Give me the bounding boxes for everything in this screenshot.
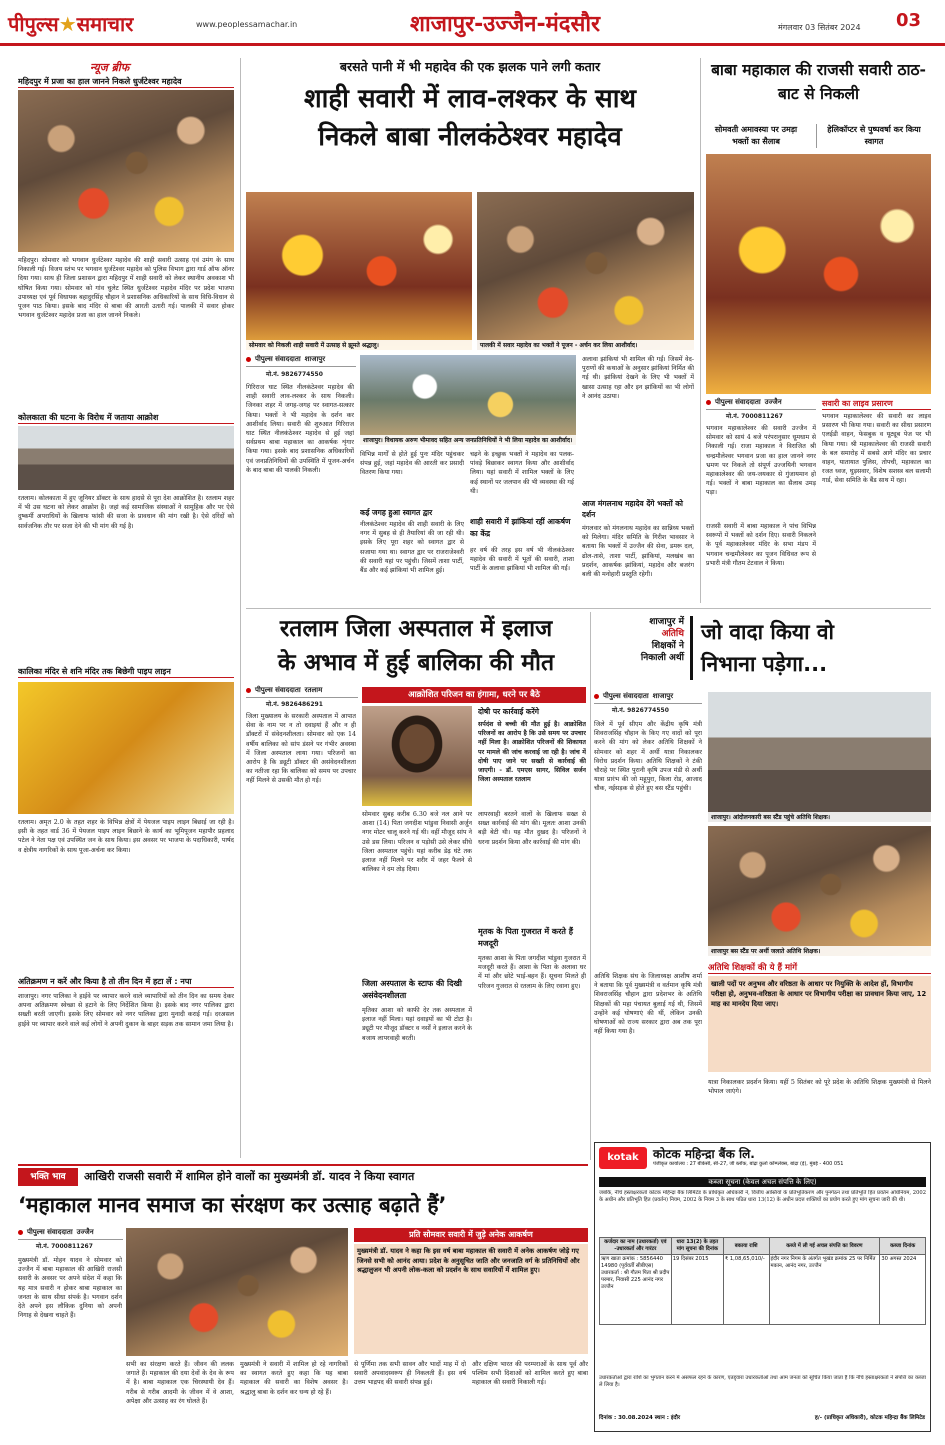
table-row	[600, 1255, 926, 1325]
byline-text: पीपुल्स संवाददाता	[255, 686, 301, 694]
byline-place: शाजापुर	[652, 692, 674, 700]
top-col-2-text: विभिन्न मार्गों से होते हुई पुनः मंदिर पहुंचकर संपन्न हुई, जहां महादेव की आरती कर प्रसादी वितरण किया गया।	[360, 451, 464, 477]
teachers-tag-line-1: शाजापुर में	[649, 617, 684, 627]
cm-mobile: मो.नं. 7000811267	[36, 1243, 93, 1250]
ratlam-tag-2: दोषी पर कार्रवाई करेंगे	[478, 707, 539, 716]
top-col-4-subhead: आज मंगलनाथ महादेव देंगे भक्तों को दर्शन	[582, 499, 683, 519]
cm-col-3-text: मुख्यमंत्री ने सवारी में शामिल हो रहे नागरिकों का स्वागत करते हुए कहा कि यह बाबा महाकाल की सवारी का विशेष अवसर है। श्रद्धालु बाबा के दर्शन कर धन्य हो रहे हैं।	[240, 1361, 348, 1396]
top-col-3-subhead: शाही सवारी में झांकियां रहीं आकर्षण का केंद्र	[470, 517, 571, 538]
news-brief-tag: न्यूज ब्रीफ	[90, 61, 130, 74]
teachers-headline	[690, 616, 931, 680]
ratlam-headline	[246, 612, 586, 680]
teachers-headline-line-2: निभाना पड़ेगा...	[701, 652, 828, 676]
teachers-photo-2	[708, 826, 931, 956]
teachers-story	[594, 612, 931, 1142]
teachers-demand-title: अतिथि शिक्षकों की ये हैं मांगें	[708, 962, 931, 974]
website-url[interactable]: www.peoplessamachar.in	[196, 20, 298, 29]
top-photo-2-caption: पालकी में सवार महादेव का भक्तों ने पूजन - अर्चन कर लिया आशीर्वाद।	[477, 340, 694, 350]
brief-1-photo	[18, 90, 234, 252]
byline-dot-icon	[246, 357, 251, 362]
kotak-th-2: धारा 13(2) के तहत मांग सूचना की दिनांक	[671, 1238, 723, 1255]
ratlam-mobile: मो.नं. 9826486291	[266, 701, 323, 708]
divider-bottom	[18, 1164, 588, 1166]
byline-dot-icon	[706, 400, 711, 405]
cm-col-5-text: और दक्षिण भारत की परम्पराओं के साथ पूर्व और पश्चिम सभी दिशाओं को शामिल करते हुए बाबा महाकाल की सवारी निकाली गई।	[472, 1361, 588, 1387]
kotak-cell-property: इंदौर नगर निगम के अंतर्गत भूखंड क्रमांक 25 पर निर्मित मकान, आनंद नगर, उज्जैन	[769, 1255, 880, 1325]
ratlam-quote: सर्पदंश से बच्ची की मौत हुई है। आक्रोशित परिजनों का आरोप है कि उसे समय पर उपचार नहीं मिला है। आक्रोशित परिजनों की शिकायत पर मामले की जांच करवाई जा रही है। जांच में दोषी पाए जाने पर सख्ती से कार्रवाई की जाएगी। - डॉ. एमएस सागर, सिविल सर्जन जिला अस्पताल रतलाम	[478, 721, 586, 784]
kotak-table	[599, 1237, 926, 1325]
ratlam-col-1-text: जिला मुख्यालय के सरकारी अस्पताल में आपात सेवा के नाम पर न तो दवाइयां हैं और न ही डॉक्टरों में संवेदनशीलता। सोमवार को एक 14 वर्षीय बालिका को सांप डंसने पर गंभीर अवस्था में जिला अस्पताल लाया गया। परिजनों का आरोप है कि ड्यूटी डॉक्टर की असंवेदनशीलता का नतीजा रहा कि बालिका को समय पर उपचार नहीं मिलने से उसकी मौत हो गई।	[246, 713, 356, 785]
brief-2-text: रतलाम। कोलकाता में हुए जूनियर डॉक्टर के साथ हादसे से पूरा देश आक्रोशित है। रतलाम शहर में भी उस घटना को लेकर आक्रोश है। जहां कई सामाजिक संस्थाओं ने सामूहिक और पर ऐसे दुष्कर्मी अपराधियों के खिलाफ फांसी की सजा के प्रावधान की मांग रखी है। ऐसे दरिंदों को सार्वजनिक तौर पर सजा देने की भी मांग की गई है।	[18, 495, 234, 530]
teachers-headline-line-1: जो वादा किया वो	[701, 620, 834, 644]
teachers-byline	[594, 692, 702, 704]
teachers-photo-2-caption: शाजापुर बस स्टैंड पर अर्थी जलाते अतिथि शिक्षक।	[708, 946, 931, 956]
mahakal-story	[706, 58, 931, 603]
byline-dot-icon	[594, 694, 599, 699]
logo-text: पीपुल्स	[8, 12, 59, 36]
brief-2-photo	[18, 426, 234, 490]
live-broadcast-title: सवारी का लाइव प्रसारण	[822, 398, 931, 410]
top-story-headline	[246, 80, 694, 156]
teachers-tag-line-2: अतिथि	[661, 629, 684, 639]
mahakal-text-1: भगवान महाकालेश्वर की सवारी उज्जैन में सोमवार को सायं 4 बजे परंपरानुसार धूमधाम से निकाली गई। राजा महाकाल ने विराजित श्री चन्द्रमौलेश्वर भगवान प्रजा का हाल जानने नगर भ्रमण पर निकले तो संपूर्ण उज्जयिनी भगवान महाकालेश्वर की जय-जयकार से गुंजायमान हो गई। भक्तों ने बाबा महाकाल का सैलाब उमड़ पड़ा।	[706, 425, 816, 497]
top-photo-2	[477, 192, 694, 350]
byline-text: पीपुल्स संवाददाता	[603, 692, 649, 700]
teachers-tag-line-4: निकाली अर्थी	[640, 653, 684, 663]
cm-headline: ‘महाकाल मानव समाज का संरक्षण कर उत्साह बढ़ाते हैं’	[18, 1193, 447, 1217]
ratlam-story	[246, 612, 586, 1160]
brief-2-title: कोलकाता की घटना के विरोध में जताया आक्रोश	[18, 412, 234, 424]
cm-col-2-text: सभी का संरक्षण करते हैं। जीवन की ललक जगाते हैं। महाकाल की दया देवों के देव के रूप में है। बाबा महाकाल एक चिरस्थायी देव हैं। गरीब से गरीब आदमी के जीवन में वे आशा, अपेक्षा और उत्साह का रंग घोलते हैं।	[126, 1361, 234, 1405]
girl-portrait-photo	[362, 706, 472, 806]
cm-photo	[126, 1228, 348, 1356]
kotak-address: पंजीकृत कार्यालय : 27 बीकेसी, सी-27, जी ब्लॉक, बांद्रा कुर्ला कॉम्प्लेक्स, बांद्रा (ई), मुंबई - 400 051	[653, 1161, 844, 1167]
kotak-cell-amount: ₹ 1,08,65,010/-	[723, 1255, 769, 1325]
top-photo-3	[360, 355, 576, 445]
divider-mid	[246, 608, 931, 609]
ratlam-col-2-text: सोमवार सुबह करीब 6.30 बजे नल आने पर आशा (14) पिता जगदीश भांडुवा निवासी अर्जुन नगर मोटर चालू करने गई थी। वहीं मौजूद सांप ने उसे डस लिया। परिजन व पड़ोसी उसे लेकर सीधे जिला अस्पताल पहुंचे। यहां करीब डेढ़ घंटे तक इलाज नहीं मिलने पर शरीर में जहर फैलने से बालिका ने दम तोड़ दिया।	[362, 811, 472, 874]
top-col-3-text: चढ़ने के इच्छुक भक्तों ने महादेव का पलक-पांवड़े बिछाकर स्वागत किया और आशीर्वाद लिया। यहां सवारी में शामिल भक्तों के लिए कई स्थानों पर जलपान की भी व्यवस्था की गई थी।	[470, 451, 574, 495]
byline-place: उज्जैन	[764, 398, 782, 406]
cm-kicker: आखिरी राजसी सवारी में शामिल होने वालों का मुख्यमंत्री डॉ. यादव ने किया स्वागत	[84, 1170, 415, 1183]
cm-col-4-text: से पूर्णिमा तक सभी सावन और भादों माह में दो सवारी अपवादस्वरूप ही निकलती हैं। इस वर्ष उत्तम भाद्रपद की सवारी संपन्न हुई।	[354, 1361, 466, 1387]
kotak-th-1: कर्जदार का नाम (उधारकर्ता) एवं -उधारकर्ता और गारंटर	[600, 1238, 672, 1255]
kotak-signature: ह/- (प्राधिकृत अधिकारी), कोटक महिन्द्रा बैंक लिमिटेड	[814, 1415, 925, 1421]
byline-text: पीपुल्स संवाददाता	[27, 1228, 73, 1236]
kotak-th-4: कब्जे में ली गई अचल संपत्ति का विवरण	[769, 1238, 880, 1255]
teachers-photo-1	[708, 692, 931, 822]
divider-right	[700, 58, 701, 603]
top-story	[246, 58, 694, 603]
divider-mid-2	[590, 612, 591, 1160]
logo-text-2: समाचार	[76, 12, 134, 36]
mahakal-subhead-1: सोमवती अमावस्या पर उमड़ा भक्तों का सैलाब	[714, 125, 798, 146]
cm-story	[18, 1168, 588, 1440]
byline-dot-icon	[18, 1230, 23, 1235]
top-byline	[246, 355, 356, 367]
kotak-th-5: कब्जा दिनांक	[880, 1238, 926, 1255]
mahakal-photo	[706, 154, 931, 394]
cm-tag: भक्ति भाव	[18, 1168, 78, 1186]
top-col-4-text: अलावा झांकियां भी शामिल की गईं। जिसमें वेद-पुराणों की कथाओं के अनुसार झांकियां निर्मित की गई थी। झांकियां देखने के लिए भी भक्तों में खासा उत्साह रहा और इन झांकियों का भी लोगों ने आनंद उठाया।	[582, 356, 694, 400]
cm-side-text: मुख्यमंत्री डॉ. यादव ने कहा कि इस वर्ष बाबा महाकाल की सवारी में अनेक आकर्षण जोड़े गए जिनसे सभी को आनंद आया। प्रदेश के अनुसूचित जाति और जनजाति वर्ग के प्रतिनिधियों और श्रद्धालुजन भी अपनी लोक-कला को प्रदर्शन के साथ सवारियों में शामिल हुए।	[354, 1244, 588, 1354]
kotak-footer-text: उधारकर्ताओं द्वारा राशि का भुगतान करने में असफल रहने के कारण, एतद्द्वारा उधारकर्ताओं तथा आम जनता को सूचित किया जाता है कि नीचे हस्ताक्षरकर्ता ने संपत्ति का कब्जा ले लिया है।	[599, 1375, 926, 1389]
ratlam-col-2-text-2: मृतिका आशा को काफी देर तक अस्पताल में इलाज नहीं मिला। यहां दवाइयों का भी टोटा है। ड्यूटी पर मौजूद डॉक्टर व नर्सों ने इलाज करने के बजाय लापरवाही बरती।	[362, 1007, 472, 1042]
teachers-foot-text: यात्रा निकालकर प्रदर्शन किया। यहीं 5 सितंबर को पूरे प्रदेश के अतिथि शिक्षक मुख्यमंत्री से मिलने भोपाल जाएंगे।	[708, 1079, 931, 1096]
kotak-logo	[599, 1147, 647, 1169]
top-photo-1-caption: सोमवार को निकली शाही सवारी में उत्साह से झूमते श्रद्धालु।	[246, 340, 472, 350]
mahakal-byline	[706, 398, 816, 410]
teachers-col-2-text: अतिथि शिक्षक संघ के जिलाध्यक्ष आशीष शर्मा ने बताया कि पूर्व मुख्यमंत्री व वर्तमान कृषि मंत्री शिवराजसिंह चौहान द्वारा प्रदेशभर के अतिथि शिक्षकों की महा पंचायत बुलाई गई थी, जिसमें उन्होंने कई घोषणाएं की थीं, लेकिन उनकी घोषणाओं को राज्य सरकार द्वारा अब तक पूरा नहीं किया गया है।	[594, 973, 702, 1036]
byline-dot-icon	[246, 688, 251, 693]
teachers-tag-line-3: शिक्षकों ने	[651, 641, 684, 651]
teachers-photo-1-caption: शाजापुर। आंदोलनकारी बस स्टैंड पहुंचे अतिथि शिक्षक।	[708, 812, 931, 822]
ratlam-tag: आक्रोशित परिजन का हंगामा, धरने पर बैठे	[362, 687, 586, 703]
kotak-th-3: बकाया राशि	[723, 1238, 769, 1255]
top-col-2-subhead: कई जगह हुआ स्वागत द्वार	[360, 508, 433, 517]
kotak-body: जबकि, नीचे हस्ताक्षरकर्ता कोटक महिन्द्रा बैंक लिमिटेड के प्राधिकृत अधिकारी ने, वित्तीय आस्तियों के प्रतिभूतिकरण और पुनर्गठन तथा प्रतिभूति हित प्रवर्तन अधिनियम, 2002 के अधीन और प्रतिभूति हित (प्रवर्तन) नियम, 2002 के नियम 3 के साथ पठित धारा 13(12) के अधीन प्रदत्त शक्तियों का प्रयोग करते हुए मांग सूचना जारी की थी।	[599, 1190, 926, 1204]
teachers-col-1-text: जिले में पूर्व सीएम और केंद्रीय कृषि मंत्री शिवराजसिंह चौहान के किए गए वादों को पूरा करने की मांग को लेकर अतिथि शिक्षकों ने सोमवार को शहर में अर्थी यात्रा निकालकर विरोध प्रदर्शन किया। अतिथि शिक्षकों ने टंकी चौराहे पर स्थित पुरानी कृषि उपज मंडी से अर्थी यात्रा प्रारंभ की जो महूपुरा, किला रोड, आजाद चौक, नईसड़क से होते हुए बस स्टैंड पहुंची।	[594, 721, 702, 793]
cm-col-1-text: मुख्यमंत्री डॉ. मोहन यादव ने सोमवार को उज्जैन में बाबा महाकाल की आखिरी राजसी सवारी के अवसर पर अपने संदेश में कहा कि यह मात्र सवारी न होकर बाबा महाकाल का जनता के साथ सीधा संपर्क है। भगवान दर्शन देते अपने इस लौकिक दुनिया को अपनी निगाह से देखना चाहते हैं।	[18, 1257, 122, 1320]
top-col-4-text-2: मंगलवार को मंगलनाथ महादेव का सान्निध्य भक्तों को मिलेगा। मंदिर समिति के गिरीश भावसार ने बताया कि भक्तों में उज्जैन की सेना, डमरू दल, ढोल-तासे, ताशा पार्टी, झांकियां, मलखंब का प्रदर्शन, आकर्षक झांकियां, महादेव और बजरंग बली की मनोहारी प्रस्तुति रहेगी।	[582, 525, 694, 579]
kotak-notice-title: कब्जा सूचना (केवल अचल संपत्ति के लिए)	[599, 1177, 926, 1187]
edition-title: शाजापुर-उज्जैन-मंदसौर	[410, 12, 601, 37]
ratlam-byline	[246, 686, 358, 698]
teachers-demand-text: खाली पदों पर अनुभव और वरिष्ठता के आधार पर नियुक्ति के आदेश हों, विभागीय परीक्षा हो, अनुभव-वरिष्ठता के आधार पर विभागीय परीक्षा का प्रावधान किया जाए, 12 माह का मानदेय दिया जाए।	[708, 976, 931, 1072]
kotak-table-header	[600, 1238, 926, 1255]
byline-place: उज्जैन	[76, 1228, 94, 1236]
kotak-date-place: दिनांक : 30.08.2024 स्थान : इंदौर	[599, 1415, 681, 1421]
cm-side-title: प्रति सोमवार सवारी में जुड़े अनेक आकर्षण	[354, 1228, 588, 1242]
ratlam-headline-line-1: रतलाम जिला अस्पताल में इलाज	[279, 616, 553, 642]
brief-3-title: कालिका मंदिर से शनि मंदिर तक बिछेगी पाइप लाइन	[18, 666, 234, 678]
brief-4-title: अतिक्रमण न करें और किया है तो तीन दिन में हटा लें : नपा	[18, 976, 234, 988]
byline-place: शाजापुर	[304, 355, 326, 363]
byline-place: रतलाम	[304, 686, 323, 694]
ratlam-col-3-subhead: मृतक के पिता गुजरात में करते हैं मजदूरी	[478, 927, 573, 948]
top-col-3-text-2: हर वर्ष की तरह इस वर्ष भी नीलकंठेश्वर महादेव की सवारी में भूतों की सवारी, ताशा पार्टी के अलावा झांकियां भी शामिल की गईं।	[470, 547, 574, 573]
top-col-1-text: गिरिराज घाट स्थित नीलकंठेश्वर महादेव की शाही सवारी लाव-लश्कर के साथ निकली। जिनका शहर में जगह-जगह पर स्वागत-सत्कार किया। भक्तों ने भी महादेव के दर्शन कर आशीर्वाद लिया। सवारी की शुरुआत गिरिराज घाट स्थित नीलकंठेश्वर महादेव से हुई जहां सर्वप्रथम बाबा महाकाल का आकर्षक शृंगार किया गया। इसके बाद प्रशासनिक अधिकारियों एवं जनप्रतिनिधियों की उपस्थिति में पूजन-अर्चन के बाद बाबा की पालकी निकली।	[246, 384, 354, 474]
brief-3-text: रतलाम। अमृत 2.0 के तहत शहर के विभिन्न क्षेत्रों में पेयजल पाइप लाइन बिछाई जा रही है। इसी के तहत वार्ड 36 में पेयजल पाइप लाइन बिछाने के कार्य का भूमिपूजन महापौर प्रहलाद पटेल ने नेता पक्ष एवं उपस्थित जन के साथ किया। इस अवसर पर भाजपा के पदाधिकारी, पार्षद व क्षेत्रीय नागरिकों के साथ पूजा-अर्चना कर किया।	[18, 819, 234, 854]
mahakal-headline: बाबा महाकाल की राजसी सवारी ठाठ-बाट से निकली	[711, 61, 926, 103]
kotak-cell-possession: 30 अगस्त 2024	[880, 1255, 926, 1325]
kotak-bank-ad[interactable]	[594, 1142, 931, 1432]
brief-1-text: महिदपुर। सोमवार को भगवान धुर्जटेश्वर महादेव की शाही सवारी उत्साह एवं उमंग के साथ निकाली गई। विजय स्तंभ पर भगवान धुर्जटेश्वर महादेव को पुलिस विभाग द्वारा गार्ड ऑफ ऑनर दिया गया। साथ ही जिला प्रशासन द्वारा महिदपुर में शाही सवारी को लेकर स्थानीय अवकाश भी घोषित किया गया। सोमवार को गांव चुलेट स्थित धुर्जटेश्वर महादेव मंदिर पर प्रदेश भाजपा उपाध्यक्ष एवं पूर्व विधायक बहादुरसिंह चौहान ने प्रशासनिक अधिकारियों के साथ विधि-विधान से पूजन पाठ किया। इसके बाद मंदिर से बाबा की आरती उतारी गई। पालकी में सवार होकर भगवान धुर्जटेश्वर महादेव प्रजा का हाल जानने निकले।	[18, 257, 234, 320]
ratlam-col-2-subhead: जिला अस्पताल के स्टाफ की दिखी असंवेदनशीलता	[362, 979, 462, 1000]
byline-text: पीपुल्स संवाददाता	[715, 398, 761, 406]
top-mobile: मो.नं. 9826774550	[266, 371, 323, 378]
top-photo-1	[246, 192, 472, 350]
newspaper-logo[interactable]	[8, 10, 133, 37]
brief-4-text: शाजापुर। नगर पालिका ने हाईवे पर व्यापार करने वाले व्यापारियों को तीन दिन का समय देकर अपना अतिक्रमण स्वेच्छा से हटाने के लिए निर्देशित किया है। इसके बाद नगर पालिका द्वारा सख्ती बरती जाएगी। इसके लिए सोमवार को नगर पालिका द्वारा मुनादी कराई गई। दरअसल हाईवे पर व्यापार करने वाले कई लोगों ने अपनी दुकान के बाहर सड़क तक सामान जमा लिया है।	[18, 993, 234, 1028]
byline-text: पीपुल्स संवाददाता	[255, 355, 301, 363]
brief-1-title: महिदपुर में प्रजा का हाल जानने निकले धुर्जटेश्वर महादेव	[18, 76, 234, 88]
kotak-bank-name: कोटक महिन्द्रा बैंक लि.	[653, 1147, 755, 1161]
teachers-tag	[594, 616, 684, 664]
mahakal-text-2: राजसी सवारी में बाबा महाकाल ने पांच विभिन्न स्वरूपों में भक्तों को दर्शन दिए। सवारी निकलने के पूर्व महाकालेश्वर मंदिर के सभा मंडप में भगवान चन्द्रमौलेश्वर का पूजन विधिवत रूप से प्रभारी मंत्री गौतम टेटवाल ने किया।	[706, 523, 816, 567]
mahakal-mobile: मो.नं. 7000811267	[726, 413, 783, 420]
top-story-kicker: बरसते पानी में भी महादेव की एक झलक पाने लगी कतार	[339, 59, 601, 74]
logo-star-icon: ★	[58, 12, 77, 36]
top-col-2-text-2: नीलकंठेश्वर महादेव की शाही सवारी के लिए नगर में सुबह से ही तैयारियां की जा रही थी। इसके लिए पूरा शहर को स्वागत द्वार से सजाया गया था। स्वागत द्वार पर राजराजेश्वरी की सवारी यहां पर पहुंची। जिसमें ताशा पार्टी, बैंड और कई झांकियां भी शामिल हुई।	[360, 521, 464, 575]
top-photo-3-caption: शाजापुर। विधायक अरुण भीमावद सहित अन्य जनप्रतिनिधियों ने भी लिया महादेव का आशीर्वाद।	[360, 435, 576, 445]
top-headline-line-1: शाही सवारी में लाव-लश्कर के साथ	[303, 84, 637, 114]
page-number: 03	[896, 10, 922, 31]
cm-byline	[18, 1228, 123, 1240]
issue-date: मंगलवार 03 सितंबर 2024	[778, 23, 861, 32]
live-broadcast-text: भगवान महाकालेश्वर की सवारी का लाइव प्रसारण भी किया गया। सवारी का सीधा प्रसारण एलईडी वाहन, फेसबुक व यूट्यूब पेज पर भी किया गया। श्री महाकालेश्वर की राजसी सवारी के बल समारोह में सबसे आगे मंदिर का प्रचार वाहन, यातायात पुलिस, तोपची, महाकाल का रजत ध्वज, घुड़सवार, विशेष सशस्त्र बल सलामी गार्ड, सेवा समिति के बैंड साथ में रहा।	[822, 413, 931, 485]
ratlam-headline-line-2: के अभाव में हुई बालिका की मौत	[277, 650, 555, 676]
ratlam-col-3-text-2: मृतका आशा के पिता जगदीश भांडुवा गुजरात में मजदूरी करते हैं। आशा के पिता के अलावा घर में मां और छोटे भाई-बहन हैं। सूचना मिलते ही परिजन गुजरात से रतलाम के लिए रवाना हुए।	[478, 955, 586, 990]
news-brief-column	[18, 58, 234, 1158]
brief-3-photo	[18, 682, 234, 814]
masthead	[0, 0, 945, 46]
kotak-cell-borrower: ऋण खाता क्रमांक : 5856440 14980 (पूर्ववर्ती सीबीएस) उधारकर्ता : श्री गौतम पिता श्री प्रदीप परमार, निवासी 225 आनंद नगर उज्जैन	[600, 1255, 672, 1325]
top-headline-line-2: निकले बाबा नीलकंठेश्वर महादेव	[318, 122, 622, 152]
mahakal-subhead-2: हेलिकॉप्टर से पुष्पवर्षा कर किया स्वागत	[816, 124, 931, 148]
kotak-cell-date: 19 दिसंबर 2015	[671, 1255, 723, 1325]
teachers-mobile: मो.नं. 9826774550	[612, 707, 669, 714]
divider-left	[240, 58, 241, 1158]
kotak-logo-text: kotak	[607, 1152, 639, 1163]
ratlam-col-3-text: लापरवाही बरतने वालों के खिलाफ सख्त से सख्त कार्रवाई की मांग की। मूलतः आशा उनकी बड़ी बेटी थी। यह मौत दुखद है। परिजनों ने धरना प्रदर्शन किया और कार्रवाई की मांग की।	[478, 811, 586, 846]
